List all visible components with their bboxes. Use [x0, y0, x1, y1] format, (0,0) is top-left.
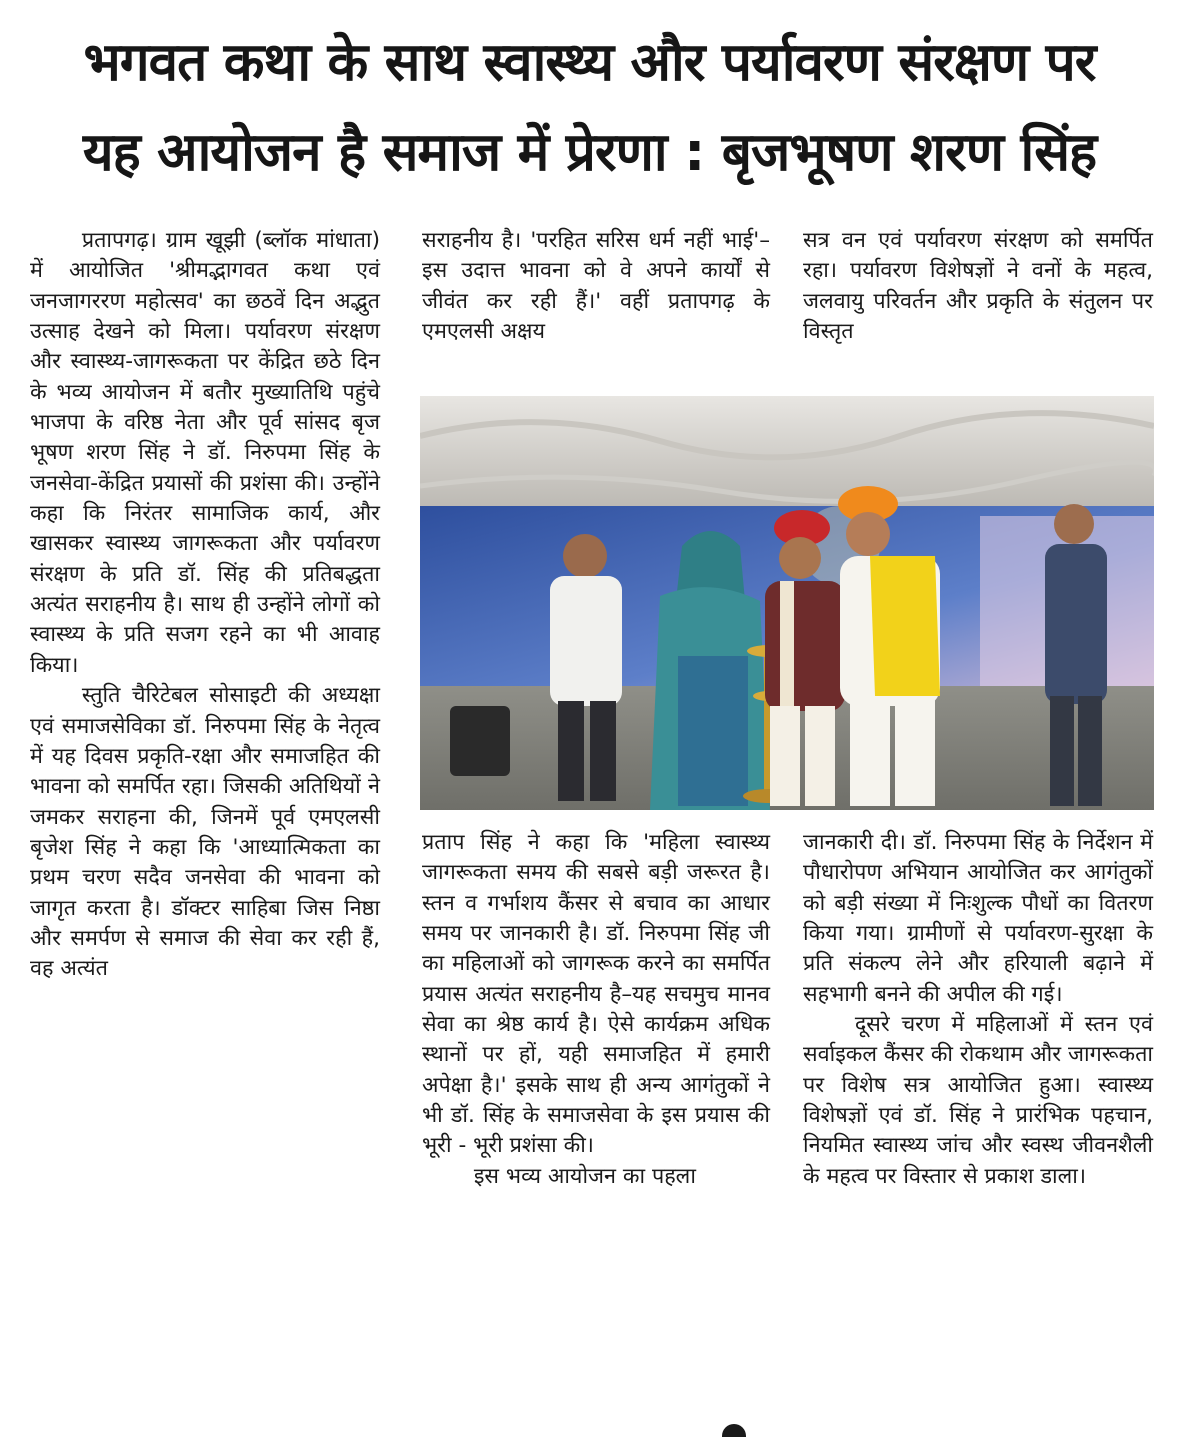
article-paragraph: दूसरे चरण में महिलाओं में स्तन एवं सर्वाइकल कैंसर की रोकथाम और जागरूकता पर विशेष सत्र आयोजित हुआ। स्वास्थ्य विशेषज्ञों एवं डॉ. सिंह ने प्रारंभिक पहचान, नियमित स्वास्थ्य जांच और स्वस्थ जीवनशैली के महत्व पर विस्तार से प्रकाश डाला।: [803, 1012, 1153, 1189]
event-photo: [420, 396, 1154, 810]
speaker: [450, 706, 510, 776]
headline-line-2: यह आयोजन है समाज में प्रेरणा : बृजभूषण शरण सिंह: [82, 122, 1097, 183]
article-paragraph: जानकारी दी। डॉ. निरुपमा सिंह के निर्देशन में पौधारोपण अभियान आयोजित कर आगंतुकों को बड़ी संख्या में निःशुल्क पौधों का वितरण किया गया। ग्रामीणों से पर्यावरण-सुरक्षा के प्रति संकल्प लेने और हरियाली बढ़ाने में सहभागी बनने की अपील की गई।: [803, 830, 1153, 1007]
article-column-1: [30, 226, 380, 985]
article-paragraph: स्तुति चैरिटेबल सोसाइटी की अध्यक्षा एवं समाजसेविका डॉ. निरुपमा सिंह के नेतृत्व में यह दिवस प्रकृति-रक्षा और समाजहित की भावना को समर्पित रहा। जिसकी अतिथियों ने जमकर सराहना की, जिनमें पूर्व एमएलसी बृजेश सिंह ने कहा कि 'आध्यात्मिकता का प्रथम चरण सदैव जनसेवा की भावना को जागृत करता है। डॉक्टर साहिबा जिस निष्ठा और समर्पण से समाज की सेवा कर रही हैं, वह अत्यंत: [30, 683, 380, 982]
article-column-3-top: [803, 226, 1153, 347]
headline-line-1: भगवत कथा के साथ स्वास्थ्य और पर्यावरण संरक्षण पर: [83, 32, 1096, 93]
article-paragraph: सराहनीय है। 'परहित सरिस धर्म नहीं भाई'–इस उदात्त भावना को वे अपने कार्यों से जीवंत कर रही हैं।' वहीं प्रतापगढ़ के एमएलसी अक्षय: [422, 228, 770, 345]
article-paragraph: सत्र वन एवं पर्यावरण संरक्षण को समर्पित रहा। पर्यावरण विशेषज्ञों ने वनों के महत्व, जलवायु परिवर्तन और प्रकृति के संतुलन पर विस्तृत: [803, 228, 1153, 345]
article-paragraph: इस भव्य आयोजन का पहला: [473, 1163, 696, 1189]
article-paragraph: प्रतापगढ़। ग्राम खूझी (ब्लॉक मांधाता) में आयोजित 'श्रीमद्भागवत कथा एवं जनजागररण महोत्सव' का छठवें दिन अद्भुत उत्साह देखने को मिला। पर्यावरण संरक्षण और स्वास्थ्य-जागरूकता पर केंद्रित छठे दिन के भव्य आयोजन में बतौर मुख्यातिथि पहुंचे भाजपा के वरिष्ठ नेता और पूर्व सांसद बृज भूषण शरण सिंह ने डॉ. निरुपमा सिंह के जनसेवा-केंद्रित प्रयासों की प्रशंसा की। उन्होंने कहा कि निरंतर सामाजिक कार्य, और खासकर स्वास्थ्य जागरूकता और पर्यावरण संरक्षण के प्रति डॉ. सिंह की प्रतिबद्धता अत्यंत सराहनीय है। साथ ही उन्होंने लोगों को स्वास्थ्य के प्रति सजग रहने का भी आवाह किया।: [30, 228, 380, 678]
lamp-lighting-photo: [420, 396, 1154, 810]
headline: [18, 18, 1161, 198]
article-column-2-top: [422, 226, 770, 347]
article-paragraph: प्रताप सिंह ने कहा कि 'महिला स्वास्थ्य जागरूकता समय की सबसे बड़ी जरूरत है। स्तन व गर्भाशय कैंसर से बचाव का आधार समय पर जानकारी है। डॉ. निरुपमा सिंह जी का महिलाओं को जागरूक करने का समर्पित प्रयास अत्यंत सराहनीय है–यह सचमुच मानव सेवा का श्रेष्ठ कार्य है। ऐसे कार्यक्रम अधिक स्थानों पर हों, यही समाजहित में हमारी अपेक्षा है।' इसके साथ ही अन्य आगंतुकों ने भी डॉ. सिंह के समाजसेवा के इस प्रयास की भूरी - भूरी प्रशंसा की।: [422, 830, 770, 1159]
article-column-3-bottom: [803, 828, 1153, 1192]
article-column-2-bottom: [422, 828, 770, 1192]
page-edge-marker: [722, 1424, 746, 1437]
